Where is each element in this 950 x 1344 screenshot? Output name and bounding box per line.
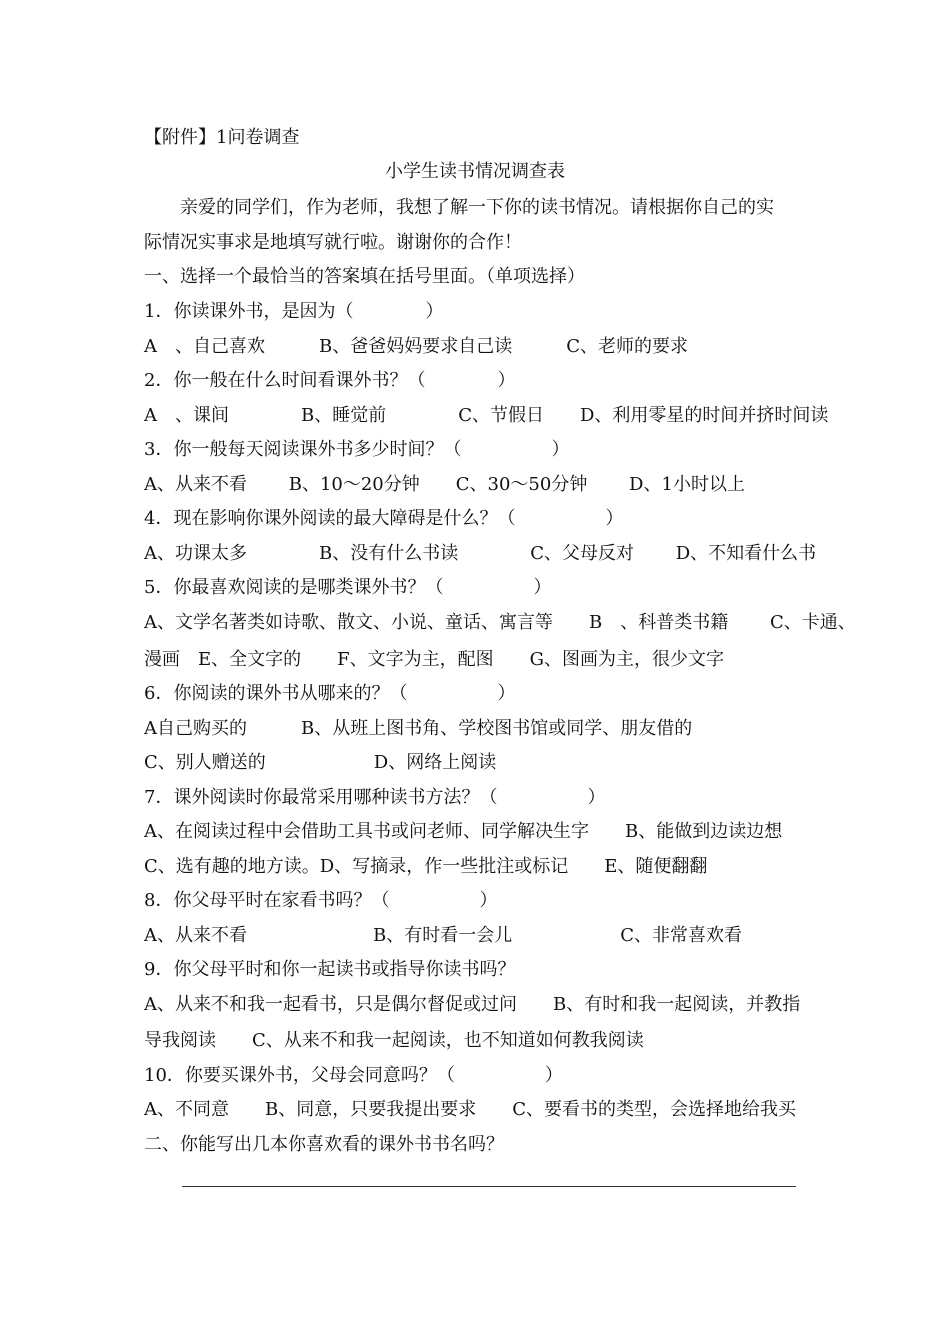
question-1: 1．你读课外书，是因为（ ）	[144, 301, 444, 322]
attachment-label: 【附件】1问卷调查	[144, 127, 300, 148]
question-8-options: A、从来不看 B、有时看一会儿 C、非常喜欢看	[144, 925, 742, 946]
question-9-options-line-1: A、从来不和我一起看书，只是偶尔督促或过问 B、有时和我一起阅读，并教指	[144, 994, 801, 1015]
question-7-options-line-1: A、在阅读过程中会借助工具书或问老师、同学解决生字 B、能做到边读边想	[144, 821, 783, 842]
question-5-options-line-1: A、文学名著类如诗歌、散文、小说、童话、寓言等 B 、科普类书籍 C、卡通、	[144, 612, 856, 633]
question-6-options-line-2: C、别人赠送的 D、网络上阅读	[144, 752, 497, 773]
intro-line-2: 际情况实事求是地填写就行啦。谢谢你的合作！	[144, 232, 522, 253]
question-9: 9．你父母平时和你一起读书或指导你读书吗？	[144, 959, 516, 980]
intro-line-1: 亲爱的同学们，作为老师，我想了解一下你的读书情况。请根据你自己的实	[144, 197, 774, 218]
survey-title: 小学生读书情况调查表	[385, 161, 565, 182]
question-2: 2．你一般在什么时间看课外书？（ ）	[144, 370, 516, 391]
question-4-options: A、功课太多 B、没有什么书读 C、父母反对 D、不知看什么书	[144, 543, 817, 564]
question-9-options-line-2: 导我阅读 C、从来不和我一起阅读，也不知道如何教我阅读	[144, 1030, 644, 1051]
question-10: 10．你要买课外书，父母会同意吗？（ ）	[144, 1065, 563, 1086]
question-4: 4．现在影响你课外阅读的最大障碍是什么？（ ）	[144, 508, 624, 529]
question-6: 6．你阅读的课外书从哪来的？（ ）	[144, 683, 516, 704]
question-10-options: A、不同意 B、同意，只要我提出要求 C、要看书的类型，会选择地给我买	[144, 1099, 796, 1120]
question-7: 7．课外阅读时你最常采用哪种读书方法？（ ）	[144, 787, 606, 808]
question-5-options-line-2: 漫画 E、全文字的 F、文字为主，配图 G、图画为主，很少文字	[144, 649, 725, 670]
section-2-heading: 二、你能写出几本你喜欢看的课外书书名吗？	[144, 1134, 504, 1155]
question-6-options-line-1: A自己购买的 B、从班上图书角、学校图书馆或同学、朋友借的	[144, 718, 693, 739]
question-5: 5．你最喜欢阅读的是哪类课外书？（ ）	[144, 577, 552, 598]
section-1-heading: 一、选择一个最恰当的答案填在括号里面。（单项选择）	[144, 266, 585, 287]
question-3-options: A、从来不看 B、10～20分钟 C、30～50分钟 D、1小时以上	[144, 474, 745, 495]
question-3: 3．你一般每天阅读课外书多少时间？（ ）	[144, 439, 570, 460]
answer-line	[182, 1186, 796, 1187]
question-8: 8．你父母平时在家看书吗？（ ）	[144, 890, 498, 911]
question-1-options: A 、自己喜欢 B、爸爸妈妈要求自己读 C、老师的要求	[144, 336, 688, 357]
question-2-options: A 、课间 B、睡觉前 C、节假日 D、利用零星的时间并挤时间读	[144, 405, 829, 426]
question-7-options-line-2: C、选有趣的地方读。D、写摘录，作一些批注或标记 E、随便翻翻	[144, 856, 708, 877]
